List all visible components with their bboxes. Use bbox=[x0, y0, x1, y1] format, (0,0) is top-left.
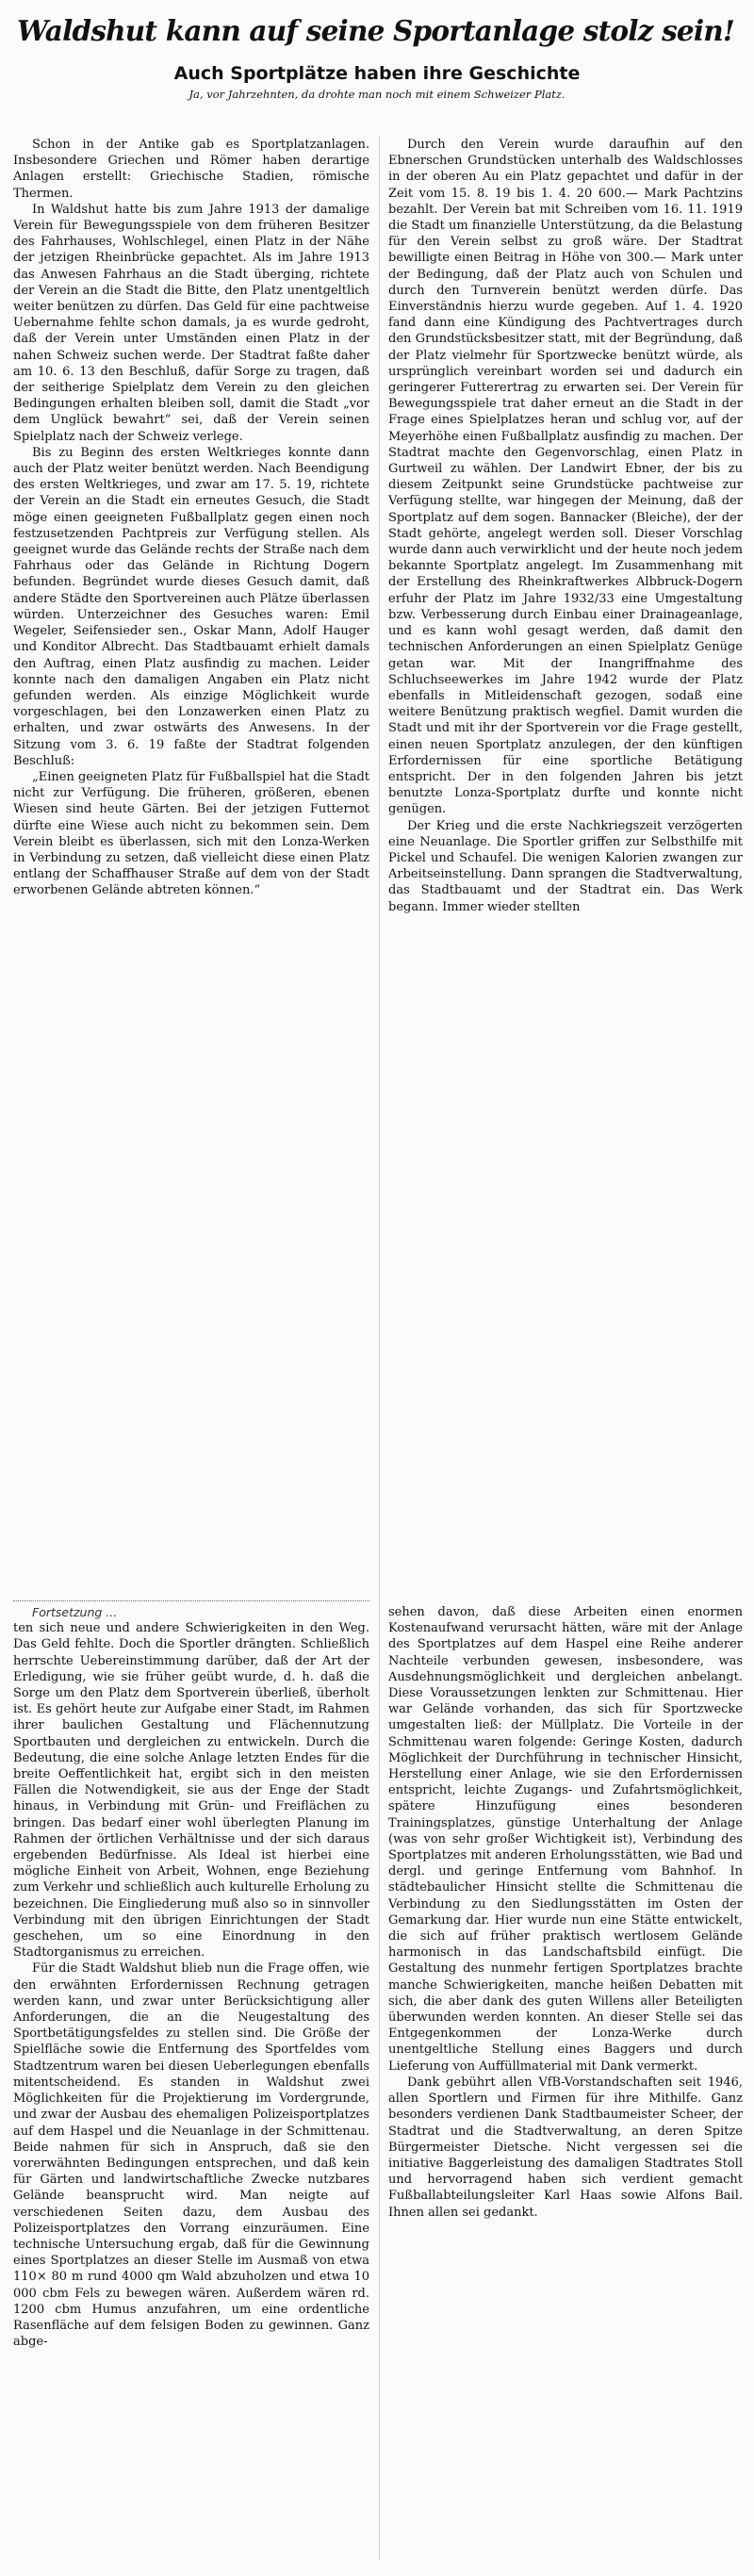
headline: Waldshut kann auf seine Sportanlage stolz sein! bbox=[17, 14, 735, 47]
section-separator bbox=[13, 1600, 369, 1601]
paragraph-quote: „Einen geeigneten Platz für Fußballspiel hat die Stadt nicht zur Verfügung. Die früheren, größeren, ebenen Wiesen sind heute Gärten. Bei der jetzigen Futternot dürfte eine Wiese auch nicht zu bekommen sein. Dem Verein bleibt es überlassen, sich mit den Lonza-Werken in Verbindung zu setzen, daß vielleicht diese einen Platz entlang der Schaffhauser Straße auf dem von der Stadt erworbenen Gelände abtreten können.“ bbox=[13, 769, 369, 898]
subnote: Ja, vor Jahrzehnten, da drohte man noch mit einem Schweizer Platz. bbox=[188, 88, 566, 101]
paragraph: Durch den Verein wurde daraufhin auf den Ebnerschen Grundstücken unterhalb des Waldschlosses in der oberen Au ein Platz gepachtet und dafür in der Zeit vom 15. 8. 19 bis 1. 4. 20 600.— Mark Pachtzins bezahlt. Der Verein bat mit Schreiben vom 16. 11. 1919 die Stadt um finanzielle Unterstützung, da die Belastung für den Verein selbst zu groß wäre. Der Stadtrat bewilligte einen Beitrag in Höhe von 300.— Mark unter der Bedingung, daß der Platz auch von Schulen und durch den Turnverein benützt werden dürfe. Das Einverständnis hierzu wurde gegeben. Auf 1. 4. 1920 fand dann eine Kündigung des Pachtvertrages durch den Grundstücksbesitzer statt, mit der Begründung, daß der Platz vielmehr für Sportzwecke benützt würde, als ursprünglich vereinbart worden sei und dadurch ein geringerer Futterertrag zu erwarten sei. Der Verein für Bewegungsspiele trat daher erneut an die Stadt in der Frage eines Spielplatzes heran und schlug vor, auf der Meyerhöhe einen Fußballplatz ausfindig zu machen. Der Stadtrat machte den Gegenvorschlag, einen Platz in Gurtweil zu wählen. Der Landwirt Ebner, der bis zu diesem Zeitpunkt seine Grundstücke pachtweise zur Verfügung stellte, war hingegen der Meinung, daß der Sportplatz auf dem sogen. Bannacker (Bleiche), der der Stadt gehörte, angelegt werden soll. Dieser Vorschlag wurde dann auch verwirklicht und der heute noch jedem bekannte Sportplatz angelegt. Im Zusammenhang mit der Erstellung des Rheinkraftwerkes Albbruck-Dogern erfuhr der Platz im Jahre 1932/33 eine Umgestaltung bzw. Verbesserung durch Einbau einer Drainageanlage, und es kann wohl gesagt werden, daß damit den technischen Anforderungen an einen Spielplatz Genüge getan war. Mit der Inangriffnahme des Schluchseewerkes im Jahre 1942 wurde der Platz ebenfalls in Mitleidenschaft gezogen, sodaß eine weitere Benützung praktisch wegfiel. Damit wurden die Stadt und mit ihr der Sportverein vor die Frage gestellt, einen neuen Sportplatz anzulegen, der den künftigen Erfordernissen für eine sportliche Betätigung entspricht. Der in den folgenden Jahren bis jetzt benutzte Lonza-Sportplatz durfte und konnte nicht genügen. bbox=[388, 138, 743, 817]
paragraph: Schon in der Antike gab es Sportplatzanlagen. Insbesondere Griechen und Römer haben derartige Anlagen erstellt: Griechische Stadien, römische Thermen. bbox=[13, 138, 369, 201]
subtitle: Auch Sportplätze haben ihre Geschichte bbox=[173, 63, 581, 84]
paragraph: sehen davon, daß diese Arbeiten einen enormen Kostenaufwand verursacht hätten, wäre mit der Anlage des Sportplatzes auf dem Haspel eine Reihe anderer Nachteile verbunden gewesen, insbesondere, was Ausdehnungsmöglichkeit und dergleichen anbelangt. Diese Voraussetzungen lenkten zur Schmittenau. Hier war Gelände vorhanden, das sich für Sportzwecke umgestalten ließ: der Müllplatz. Die Vorteile in der Schmittenau waren folgende: Geringe Kosten, dadurch Möglichkeit der Durchführung in technischer Hinsicht, Herstellung einer Anlage, wie sie den Erfordernissen entspricht, leichte Zugangs- und Zufahrtsmöglichkeit, spätere Hinzufügung eines besonderen Trainingsplatzes, günstige Unterhaltung der Anlage (was von sehr großer Wichtigkeit ist), Verbindung des Sportplatzes mit anderen Erholungsstätten, wie Bad und dergl. und geringe Entfernung vom Bahnhof. In städtebaulicher Hinsicht stellte die Schmittenau die Verbindung zu den Siedlungsstätten im Osten der Gemarkung dar. Hier wurde nun eine Stätte entwickelt, die sich auf früher praktisch wertlosem Gelände harmonisch in das Landschaftsbild einfügt. Die Gestaltung des nunmehr fertigen Sportplatzes brachte manche Schwierigkeiten, manche heißen Debatten mit sich, die aber dank des guten Willens aller Beteiligten überwunden werden konnten. An dieser Stelle sei das Entgegenkommen der Lonza-Werke durch unentgeltliche Stellung eines Baggers und durch Lieferung von Auffüllmaterial mit Dank vermerkt. bbox=[388, 1605, 743, 2074]
paragraph: Für die Stadt Waldshut blieb nun die Frage offen, wie den erwähnten Erfordernissen Rechnung getragen werden kann, und zwar unter Berücksichtigung aller Anforderungen, die an die Neugestaltung des Sportbetätigungsfeldes zu stellen sind. Die Größe der Spielfläche sowie die Entfernung des Sportfeldes vom Stadtzentrum waren bei diesen Ueberlegungen ebenfalls mitentscheidend. Es standen in Waldshut zwei Möglichkeiten für die Projektierung im Vordergrunde, und zwar der Ausbau des ehemaligen Polizeisportplatzes auf dem Haspel und die Neuanlage in der Schmittenau. Beide nahmen für sich in Anspruch, daß sie den vorerwähnten Bedingungen entsprechen, und daß kein für Gärten und landwirtschaftliche Zwecke nutzbares Gelände beansprucht wird. Man neigte auf verschiedenen Seiten dazu, dem Ausbau des Polizeisportplatzes den Vorrang einzuräumen. Eine technische Untersuchung ergab, daß für die Gewinnung eines Sportplatzes an dieser Stelle im Ausmaß von etwa 110× 80 m rund 4000 qm Wald abzuholzen und etwa 10 000 cbm Fels zu bewegen wären. Außerdem wären rd. 1200 cbm Humus anzufahren, um eine ordentliche Rasenfläche auf dem felsigen Boden zu gewinnen. Ganz abge- bbox=[13, 1961, 369, 2350]
article-column-4 bbox=[388, 1604, 743, 2566]
column-divider bbox=[379, 137, 380, 2559]
paragraph: Dank gebührt allen VfB-Vorstandschaften seit 1946, allen Sportlern und Firmen für ihre Mithilfe. Ganz besonders verdienen Dank Stadtbaumeister Scheer, der Stadtrat und die Stadtverwaltung, an deren Spitze Bürgermeister Dietsche. Nicht vergessen sei die initiative Baggerleistung des damaligen Stadtrates Stoll und hervorragend haben sich verdient gemacht Fußballabteilungsleiter Karl Haas sowie Alfons Bail. Ihnen allen sei gedankt. bbox=[388, 2075, 743, 2220]
article-column-2 bbox=[388, 137, 743, 1602]
paragraph: Bis zu Beginn des ersten Weltkrieges konnte dann auch der Platz weiter benützt werden. Nach Beendigung des ersten Weltkrieges, und zwar am 17. 5. 19, richtete der Verein an die Stadt ein erneutes Gesuch, die Stadt möge einen geeigneten Fußballplatz gegen einen noch festzusetzenden Pachtpreis zur Verfügung stellen. Als geeignet wurde das Gelände rechts der Straße nach dem Fahrhaus oder das Gelände in Richtung Dogern befunden. Begründet wurde dieses Gesuch damit, daß andere Städte den Sportvereinen auch Plätze überlassen würden. Unterzeichner des Gesuches waren: Emil Wegeler, Seifensieder sen., Oskar Mann, Adolf Hauger und Konditor Albrecht. Das Stadtbauamt erhielt damals den Auftrag, einen Platz ausfindig zu machen. Leider konnte nach den damaligen Angaben ein Platz nicht gefunden werden. Als einzige Möglichkeit wurde vorgeschlagen, bei den Lonzawerken einen Platz zu erhalten, und zwar ostwärts des Anwesens. In der Sitzung vom 3. 6. 19 faßte der Stadtrat folgenden Beschluß: bbox=[13, 445, 369, 768]
paragraph: In Waldshut hatte bis zum Jahre 1913 der damalige Verein für Bewegungsspiele von dem früheren Besitzer des Fahrhauses, Wohlschlegel, einen Platz in der Nähe der jetzigen Rheinbrücke gepachtet. Als im Jahre 1913 das Anwesen Fahrhaus an die Stadt überging, richtete der Verein an die Stadt die Bitte, den Platz unentgeltlich weiter benützen zu dürfen. Das Geld für eine pachtweise Uebernahme fehlte schon damals, ja es wurde gedroht, daß der Verein unter Umständen einen Platz in der nahen Schweiz suchen werde. Der Stadtrat faßte daher am 10. 6. 13 den Beschluß, dafür Sorge zu tragen, daß der seitherige Spielplatz dem Verein zu den gleichen Bedingungen erhalten bleiben soll, damit die Stadt „vor dem Unglück bewahrt“ sei, daß der Verein seinen Spielplatz nach der Schweiz verlege. bbox=[13, 202, 369, 444]
paragraph: Der Krieg und die erste Nachkriegszeit verzögerten eine Neuanlage. Die Sportler griffen zur Selbsthilfe mit Pickel und Schaufel. Die wenigen Kalorien zwangen zur Arbeitseinstellung. Dann sprangen die Stadtverwaltung, das Stadtbauamt und der Stadtrat ein. Das Werk begann. Immer wieder stellten bbox=[388, 818, 743, 914]
article-column-1 bbox=[13, 137, 369, 1602]
paragraph: ten sich neue und andere Schwierigkeiten in den Weg. Das Geld fehlte. Doch die Sportler drängten. Schließlich herrschte Uebereinstimmung darüber, daß der Art der Erledigung, wie sie früher geübt wurde, d. h. daß die Sorge um den Platz dem Sportverein überließ, überholt ist. Es gehört heute zur Aufgabe einer Stadt, im Rahmen ihrer baulichen Gestaltung und Flächennutzung Sportbauten und dergleichen zu entwickeln. Durch die Bedeutung, die eine solche Anlage letzten Endes für die breite Oeffentlichkeit hat, ergibt sich in den meisten Fällen die Notwendigkeit, sie aus der Enge der Stadt hinaus, in Verbindung mit Grün- und Freiflächen zu bringen. Das bedarf einer wohl überlegten Planung im Rahmen der örtlichen Verhältnisse und der sich daraus ergebenden Bedürfnisse. Als Ideal ist hierbei eine mögliche Einheit von Arbeit, Wohnen, enge Beziehung zum Verkehr und schließlich auch kulturelle Erholung zu bezeichnen. Die Eingliederung muß also so in sinnvoller Verbindung mit den übrigen Einrichtungen der Stadt geschehen, um so eine Einordnung in den Stadtorganismus zu erreichen. bbox=[13, 1621, 369, 1961]
article-column-3 bbox=[13, 1604, 369, 2566]
continuation-label: Fortsetzung ... bbox=[32, 1605, 118, 1619]
